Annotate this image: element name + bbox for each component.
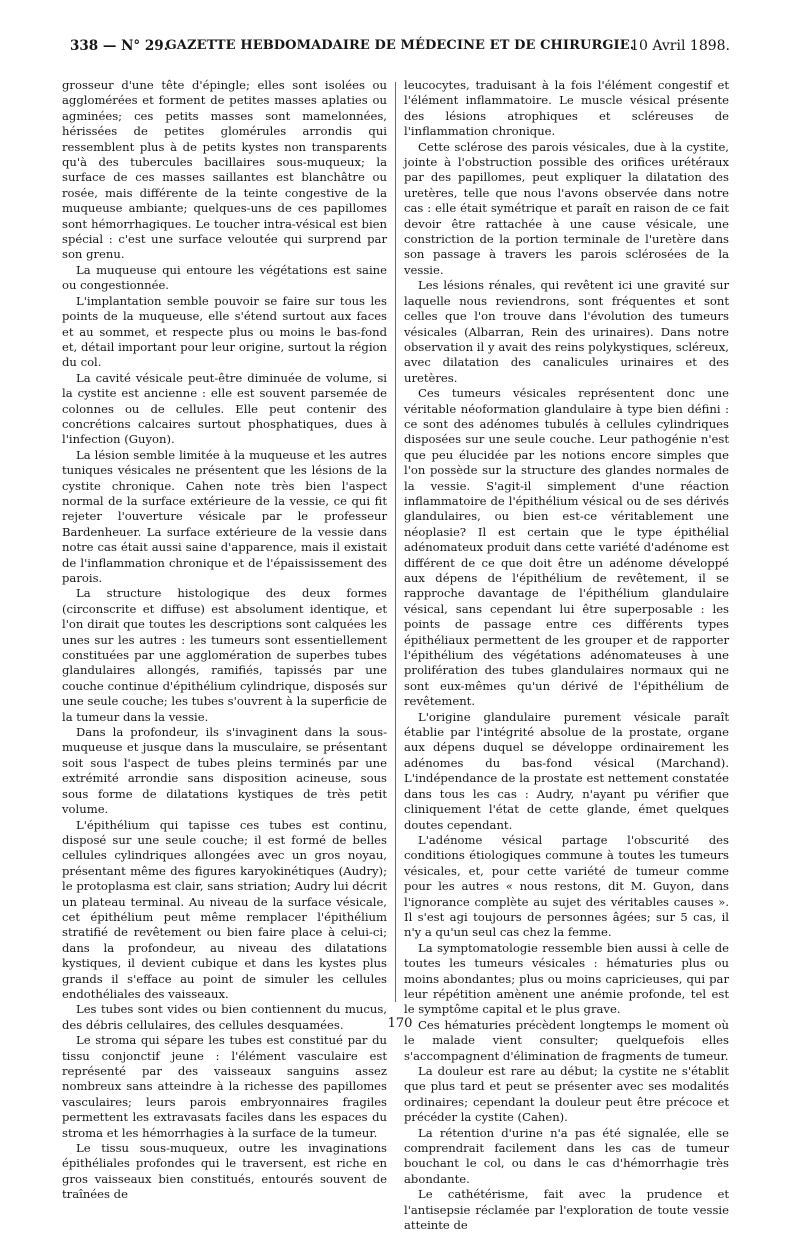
paragraph: L'adénome vésical partage l'obscurité des conditions étiologiques commune à toutes les tumeurs vésicales, et, pour cette variété de tumeur comme pour les autres « nous restons, dit M. Guyon, dans l'ignorance complète au sujet des véritables causes ». Il s'est agi toujours de personnes âgées; sur 5 cas, il n'y a qu'un seul cas chez la femme. [404,832,729,940]
paragraph: La structure histologique des deux formes (circonscrite et diffuse) est absolument identique, et l'on dirait que toutes les descriptions sont calquées les unes sur les autres : les tumeurs sont essentiellement constituées par une agglomération de superbes tubes glandulaires allongés, ramifiés, tapissés par une couche continue d'épithélium cylindrique, disposés sur une seule couche; les tubes s'ouvrent à la superficie de la tumeur dans la vessie. [62,586,387,724]
paragraph: Les lésions rénales, qui revêtent ici une gravité sur laquelle nous reviendrons, sont fréquentes et sont celles que l'on trouve dans l'évolution des tumeurs vésicales (Albarran, Rein des urinaires). Dans notre observation il y avait des reins polykystiques, scléreux, avec dilatation des canalicules urinaires et des uretères. [404,278,729,385]
journal-title: GAZETTE HEBDOMADAIRE DE MÉDECINE ET DE CHIRURGIE. [165,38,635,53]
right-column [404,78,729,1233]
paragraph: L'épithélium qui tapisse ces tubes est continu, disposé sur une seule couche; il est formé de belles cellules cylindriques allongées avec un gros noyau, présentant même des figures karyokinétiques (Audry); le protoplasma est clair, sans striation; Audry lui décrit un plateau terminal. Au niveau de la surface vésicale, cet épithélium peut même remplacer l'épithélium stratifié de revêtement ou bien faire place à celui-ci; dans la profondeur, au niveau des dilatations kystiques, il devient cubique et dans les kystes plus grands il s'efface au point de simuler les cellules endothéliales des vaisseaux. [62,817,387,1001]
page-number: 338 — N° 29. [70,38,169,54]
paragraph: Le stroma qui sépare les tubes est constitué par du tissu conjonctif jeune : l'élément vasculaire est représenté par des vaisseaux sanguins assez nombreux sans atteindre à la richesse des papillomes vasculaires; leurs parois embryonnaires fragiles permettent les extravasats faciles dans les espaces du stroma et les hémorrhagies à la surface de la tumeur. [62,1033,387,1140]
paragraph: La muqueuse qui entoure les végétations est saine ou congestionnée. [62,262,387,293]
paragraph: Le cathétérisme, fait avec la prudence et l'antisepsie réclamée par l'exploration de toute vessie atteinte de [404,1187,729,1233]
paragraph: La rétention d'urine n'a pas été signalée, elle se comprendrait facilement dans les cas de tumeur bouchant le col, ou dans le cas d'hémorrhagie très abondante. [404,1125,729,1186]
paragraph: Les tubes sont vides ou bien contiennent du mucus, des débris cellulaires, des cellules desquamées. [62,1002,387,1032]
paragraph: leucocytes, traduisant à la fois l'élément congestif et l'élément inflammatoire. Le muscle vésical présente des lésions atrophiques et scléreuses de l'inflammation chronique. [404,78,729,139]
running-header [70,38,730,60]
paragraph: La lésion semble limitée à la muqueuse et les autres tuniques vésicales ne présentent que les lésions de la cystite chronique. Cahen note très bien l'aspect normal de la surface extérieure de la vessie, ce qui fit rejeter l'ouverture vésicale par le professeur Bardenheuer. La surface extérieure de la vessie dans notre cas était aussi saine d'apparence, mais il existait de l'inflammation chronique et de l'épaississement des parois. [62,447,387,585]
left-column [62,78,387,1203]
paragraph: La cavité vésicale peut-être diminuée de volume, si la cystite est ancienne : elle est souvent parsemée de colonnes ou de cellules. Elle peut contenir des concrétions calcaires surtout phosphatiques, dues à l'infection (Guyon). [62,370,387,447]
paragraph: Ces tumeurs vésicales représentent donc une véritable néoformation glandulaire à type bien défini : ce sont des adénomes tubulés à cellules cylindriques disposées sur une seule couche. Leur pathogénie n'est que peu élucidée par les notions encore simples que l'on possède sur la structure des glandes normales de la vessie. S'agit-il simplement d'une réaction inflammatoire de l'épithélium vésical ou de ses dérivés glandulaires, ou bien est-ce véritablement une néoplasie? Il est certain que le type épithélial adénomateux produit dans cette variété d'adénome est différent de ce que doit être un adénome développé aux dépens de l'épithélium de revêtement, il se rapproche davantage de l'épithélium glandulaire vésical, sans cependant lui être superposable : les points de passage entre ces différents types épithéliaux permettent de les grouper et de rapporter l'épithélium des végétations adénomateuses à une prolifération des tubes glandulaires normaux qui ne sont eux-mêmes qu'un dérivé de l'épithélium de revêtement. [404,386,729,709]
paragraph: La symptomatologie ressemble bien aussi à celle de toutes les tumeurs vésicales : hématuries plus ou moins abondantes; plus ou moins capricieuses, qui par leur répétition amènent une anémie profonde, tel est le symptôme capital et le plus grave. [404,940,729,1017]
paragraph: Le tissu sous-muqueux, outre les invaginations épithéliales profondes qui le traversent, est riche en gros vaisseaux bien constitués, entourés souvent de traînées de [62,1141,387,1202]
paragraph: L'implantation semble pouvoir se faire sur tous les points de la muqueuse, elle s'étend surtout aux faces et au sommet, et respecte plus ou moins le bas-fond et, détail important pour leur origine, surtout la région du col. [62,293,387,370]
paragraph: Cette sclérose des parois vésicales, due à la cystite, jointe à l'obstruction possible des orifices urétéraux par des papillomes, peut expliquer la dilatation des uretères, telle que nous l'avons observée dans notre cas : elle était symétrique et paraît en raison de ce fait devoir être rattachée à une cause vésicale, une constriction de la portion terminale de l'uretère dans son passage à travers les parois sclérosées de la vessie. [404,139,729,277]
column-rule [395,82,396,1002]
paragraph: La douleur est rare au début; la cystite ne s'établit que plus tard et peut se présenter avec ses modalités ordinaires; cependant la douleur peut être précoce et précéder la cystite (Cahen). [404,1064,729,1125]
paragraph: L'origine glandulaire purement vésicale paraît établie par l'intégrité absolue de la prostate, organe aux dépens duquel se développe ordinairement les adénomes du bas-fond vésical (Marchand). L'indépendance de la prostate est nettement constatée dans tous les cas : Audry, n'ayant pu vérifier que cliniquement l'état de cette glande, émet quelques doutes cependant. [404,709,729,832]
paragraph: Dans la profondeur, ils s'invaginent dans la sous-muqueuse et jusque dans la musculaire, se présentant soit sous l'aspect de tubes pleins terminés par une extrémité arrondie sans disposition acineuse, sous sous forme de dilatations kystiques de très petit volume. [62,725,387,817]
issue-date: 10 Avril 1898. [630,38,730,54]
folio-number: 170 [387,1016,413,1031]
paragraph: Ces hématuries précèdent longtemps le moment où le malade vient consulter; quelquefois elles s'accompagnent d'élimination de fragments de tumeur. [404,1017,729,1063]
paragraph: grosseur d'une tête d'épingle; elles sont isolées ou agglomérées et forment de petites masses aplaties ou agminées; ces petits masses sont mamelonnées, hérissées de petites glomérules arrondis qui ressemblent plus à de petits kystes non transparents qu'à des tubercules bacillaires sous-muqueux; la surface de ces masses saillantes est blanchâtre ou rosée, mais différente de la teinte congestive de la muqueuse ambiante; quelques-uns de ces papillomes sont hémorrhagiques. Le toucher intra-vésical est bien spécial : c'est une surface veloutée qui surprend par son grenu. [62,78,387,262]
